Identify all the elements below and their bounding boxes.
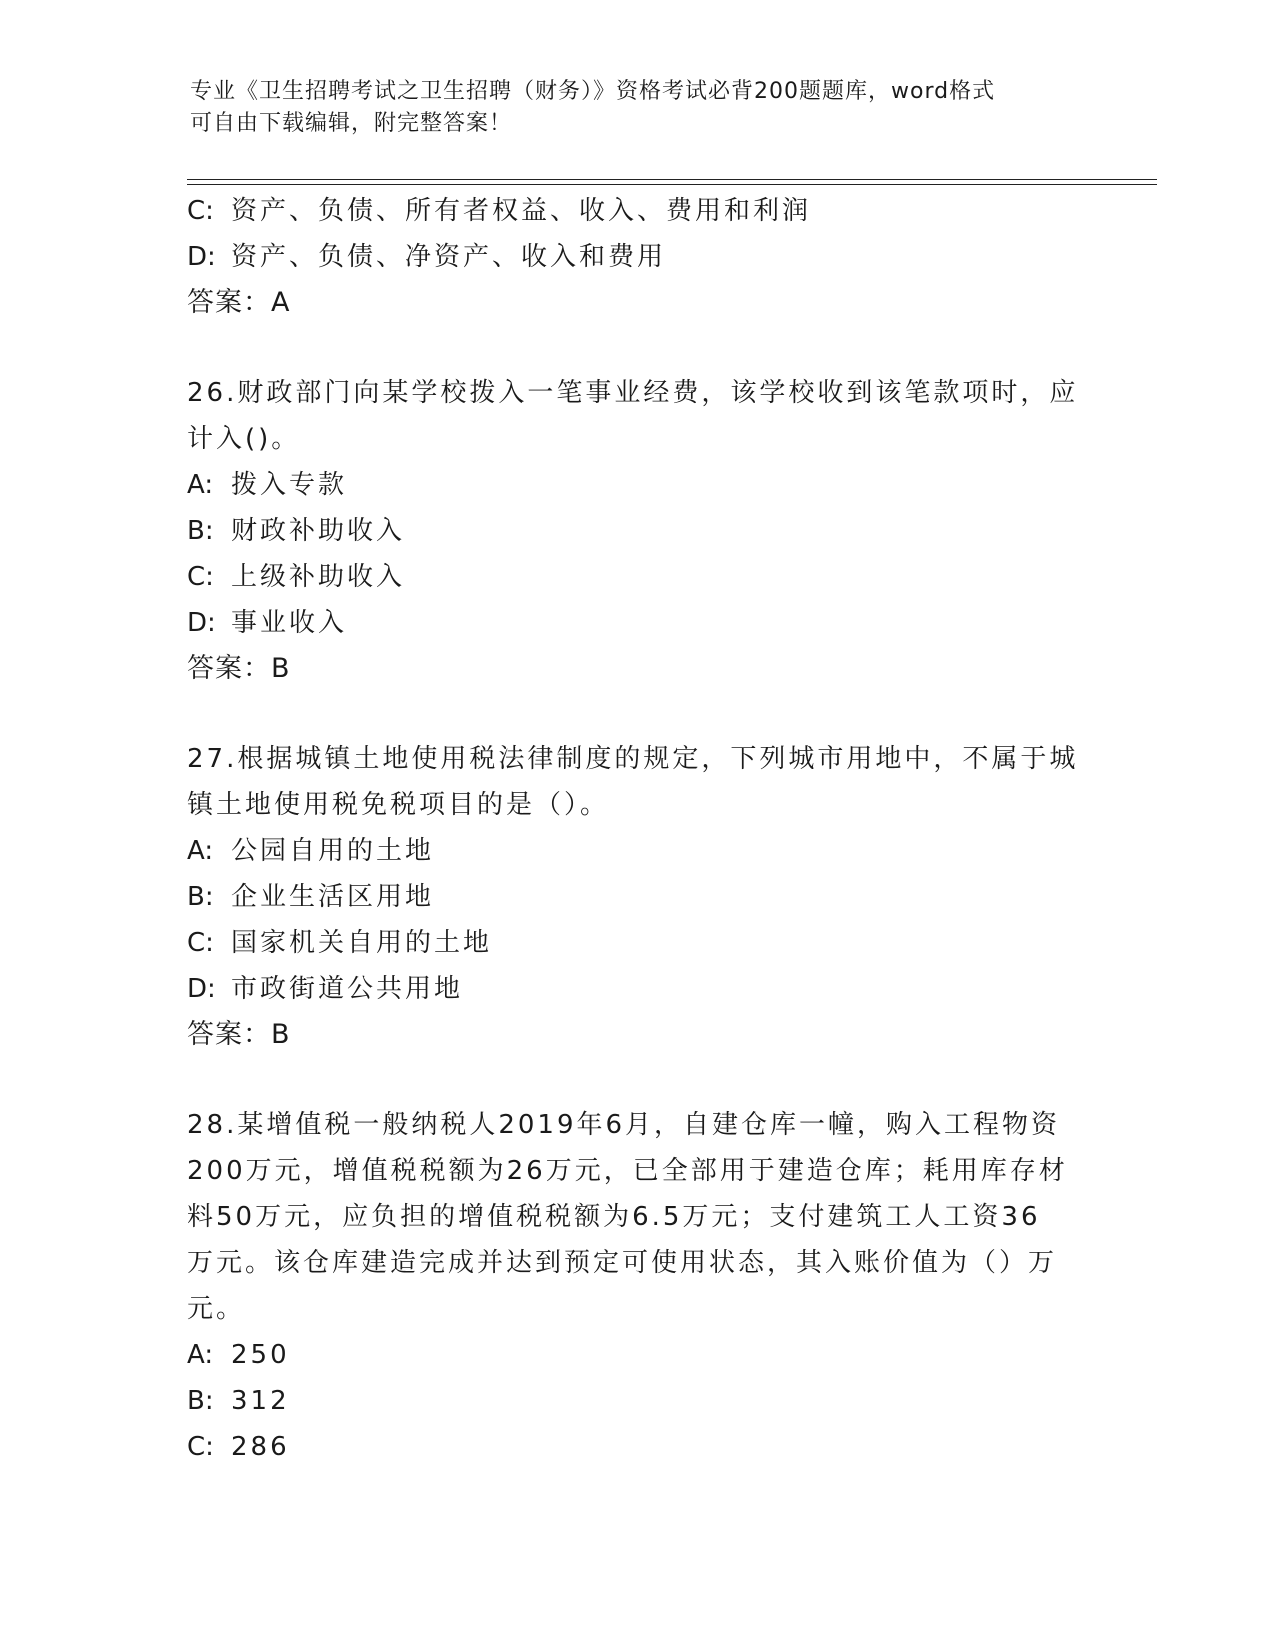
option-d xyxy=(187,600,1087,646)
option-text: 312 xyxy=(231,1386,290,1416)
answer-line: 答案：B xyxy=(187,1019,291,1050)
option-text: 国家机关自用的土地 xyxy=(231,928,493,958)
header-divider-bottom xyxy=(187,184,1157,185)
document-header xyxy=(190,76,1070,140)
option-key: B: xyxy=(187,1386,214,1416)
option-text: 上级补助收入 xyxy=(231,562,406,592)
question-27 xyxy=(187,736,1087,1058)
option-key: D: xyxy=(187,242,216,272)
option-c xyxy=(187,920,1087,966)
option-key: B: xyxy=(187,516,214,546)
question-stem-line: 计入()。 xyxy=(187,424,301,454)
option-c xyxy=(187,554,1087,600)
option-c xyxy=(187,188,1087,234)
question-25-tail xyxy=(187,188,1087,326)
option-key: C: xyxy=(187,1432,214,1462)
question-stem-line: 万元。该仓库建造完成并达到预定可使用状态，其入账价值为（）万 xyxy=(187,1248,1058,1278)
option-key: D: xyxy=(187,608,216,638)
option-c xyxy=(187,1424,1087,1470)
question-stem-line: 26.财政部门向某学校拨入一笔事业经费，该学校收到该笔款项时，应 xyxy=(187,378,1079,408)
option-key: C: xyxy=(187,196,214,226)
option-b xyxy=(187,1378,1087,1424)
option-text: 286 xyxy=(231,1432,290,1462)
question-26 xyxy=(187,370,1087,692)
option-text: 财政补助收入 xyxy=(231,516,406,546)
question-stem-line: 镇土地使用税免税项目的是（）。 xyxy=(187,790,610,820)
option-b xyxy=(187,874,1087,920)
option-b xyxy=(187,508,1087,554)
answer-line: 答案：B xyxy=(187,653,291,684)
question-stem-line: 200万元，增值税税额为26万元，已全部用于建造仓库；耗用库存材 xyxy=(187,1156,1068,1186)
option-text: 市政街道公共用地 xyxy=(231,974,464,1004)
option-key: A: xyxy=(187,1340,214,1370)
option-a xyxy=(187,828,1087,874)
option-a xyxy=(187,462,1087,508)
option-key: A: xyxy=(187,470,214,500)
option-text: 250 xyxy=(231,1340,290,1370)
question-stem-line: 料50万元，应负担的增值税税额为6.5万元；支付建筑工人工资36 xyxy=(187,1202,1041,1232)
header-line-2: 可自由下载编辑，附完整答案！ xyxy=(190,111,513,136)
option-key: B: xyxy=(187,882,214,912)
answer-line: 答案：A xyxy=(187,287,291,318)
question-stem-line: 27.根据城镇土地使用税法律制度的规定，下列城市用地中，不属于城 xyxy=(187,744,1079,774)
question-28 xyxy=(187,1102,1087,1470)
question-stem-line: 28.某增值税一般纳税人2019年6月，自建仓库一幢，购入工程物资 xyxy=(187,1110,1061,1140)
option-d xyxy=(187,234,1087,280)
option-key: C: xyxy=(187,562,214,592)
option-key: A: xyxy=(187,836,214,866)
option-key: C: xyxy=(187,928,214,958)
option-a xyxy=(187,1332,1087,1378)
option-text: 事业收入 xyxy=(231,608,348,638)
option-text: 资产、负债、所有者权益、收入、费用和利润 xyxy=(231,196,812,226)
option-d xyxy=(187,966,1087,1012)
option-text: 拨入专款 xyxy=(231,470,348,500)
document-body xyxy=(187,188,1087,1470)
option-text: 公园自用的土地 xyxy=(231,836,435,866)
option-key: D: xyxy=(187,974,216,1004)
option-text: 资产、负债、净资产、收入和费用 xyxy=(231,242,667,272)
header-line-1: 专业《卫生招聘考试之卫生招聘（财务）》资格考试必背200题题库，word格式 xyxy=(190,79,996,104)
question-stem-line: 元。 xyxy=(187,1294,246,1324)
header-divider-top xyxy=(187,179,1157,180)
option-text: 企业生活区用地 xyxy=(231,882,435,912)
